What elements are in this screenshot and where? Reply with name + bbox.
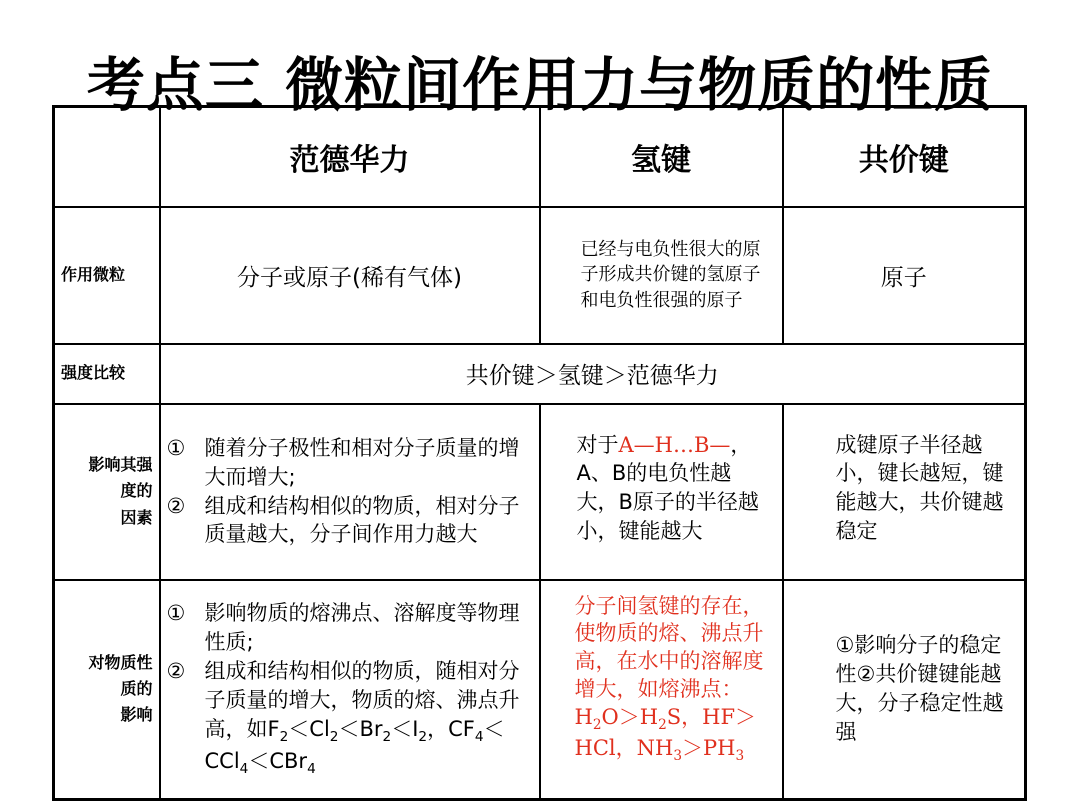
item-text: 组成和结构相似的物质，相对分子质量越大，分子间作用力越大: [204, 493, 520, 547]
hbond-formula: A—H…B—: [618, 432, 731, 457]
label-line: 影响其强: [88, 454, 153, 474]
label-line: 因素: [120, 507, 153, 527]
list-item: [167, 434, 533, 492]
list-item: [167, 492, 533, 550]
formula-ph3: $PH_3$: [703, 735, 745, 764]
factors-vdw: [160, 404, 540, 580]
item-text: 随着分子极性和相对分子质量的增大而增大;: [204, 435, 520, 489]
strength-comparison: 共价键＞氢键＞范德华力: [160, 344, 1026, 404]
table-row: [54, 580, 1026, 800]
greater-than: ＞: [618, 705, 640, 730]
less-than: ＜: [338, 717, 360, 742]
factors-covalent: 成键原子半径越小，键长越短，键能越大，共价键越稳定: [783, 404, 1026, 580]
item-text: 影响物质的熔沸点、溶解度等物理性质;: [204, 601, 520, 655]
label-line: 度的: [120, 481, 153, 501]
effects-hbond-text: 分子间氢键的存在，使物质的熔、沸点升高，在水中的溶解度增大，如熔沸点：: [574, 593, 764, 702]
effects-hbond: [540, 580, 783, 800]
less-than: ＜: [391, 717, 413, 742]
effects-covalent: ①影响分子的稳定性②共价键键能越大，分子稳定性越强: [783, 580, 1026, 800]
item-text: 组成和结构相似的物质，随相对分子质量的增大，物质的熔、沸点升高，如: [204, 659, 520, 742]
table-row: [54, 344, 1026, 404]
greater-than: ＞: [682, 735, 703, 760]
table-header-row: [54, 107, 1026, 207]
formula-nh3: $NH_3$: [636, 735, 682, 764]
header-vdw: 范德华力: [160, 107, 540, 207]
label-line: 对物质性: [88, 652, 153, 672]
formula-ccl4: CCl$_4$: [204, 749, 249, 778]
item-marker: ②: [166, 659, 186, 684]
header-hbond: 氢键: [540, 107, 783, 207]
less-than: ＜: [288, 717, 310, 742]
table-row: [54, 404, 1026, 580]
row-label-particles: 作用微粒: [54, 207, 160, 344]
page-title: 考点三 微粒间作用力与物质的性质: [86, 51, 994, 119]
particles-hbond: 已经与电负性很大的原子形成共价键的氢原子和电负性很强的原子: [540, 207, 783, 344]
comparison-table: [52, 105, 1027, 801]
formula-br2: $Br_2$: [359, 717, 392, 746]
separator: ，: [427, 717, 449, 742]
hf-hcl-comparison: ，HF＞HCl: [574, 705, 757, 760]
row-label-strength: 强度比较: [54, 344, 160, 404]
particles-vdw: 分子或原子(稀有气体): [160, 207, 540, 344]
formula-i2: $I_2$: [412, 717, 428, 746]
less-than: ＜: [248, 749, 270, 774]
item-marker: ②: [166, 493, 186, 518]
factors-hbond: [540, 404, 783, 580]
item-marker: ①: [166, 435, 186, 460]
list-item: [167, 599, 533, 657]
effects-vdw-list: [167, 599, 533, 779]
effects-vdw: [160, 580, 540, 800]
label-line: 影响: [120, 705, 153, 725]
formula-cf4: $CF_4$: [448, 717, 484, 746]
factors-hbond-prefix: 对于: [576, 432, 619, 457]
formula-h2s: $H_2S$: [639, 705, 682, 734]
row-label-factors: [54, 404, 160, 580]
header-covalent: 共价键: [783, 107, 1026, 207]
factors-hbond-rest: ，A、B的电负性越大，B原子的半径越小，键能越大: [576, 432, 759, 544]
formula-cbr4: CBr$_4$: [269, 749, 316, 778]
separator: ，: [615, 735, 637, 760]
formula-f2: $F_2$: [267, 717, 289, 746]
formula-cl2: $Cl_2$: [309, 717, 339, 746]
item-marker: ①: [166, 601, 186, 626]
particles-covalent: 原子: [783, 207, 1026, 344]
table-row: [54, 207, 1026, 344]
label-line: 质的: [120, 679, 153, 699]
formula-h2o: $H_2O$: [574, 705, 619, 734]
row-label-effects: [54, 580, 160, 800]
list-item: [167, 657, 533, 779]
less-than: ＜: [483, 717, 505, 742]
header-corner-cell: [54, 107, 160, 207]
factors-vdw-list: [167, 434, 533, 550]
